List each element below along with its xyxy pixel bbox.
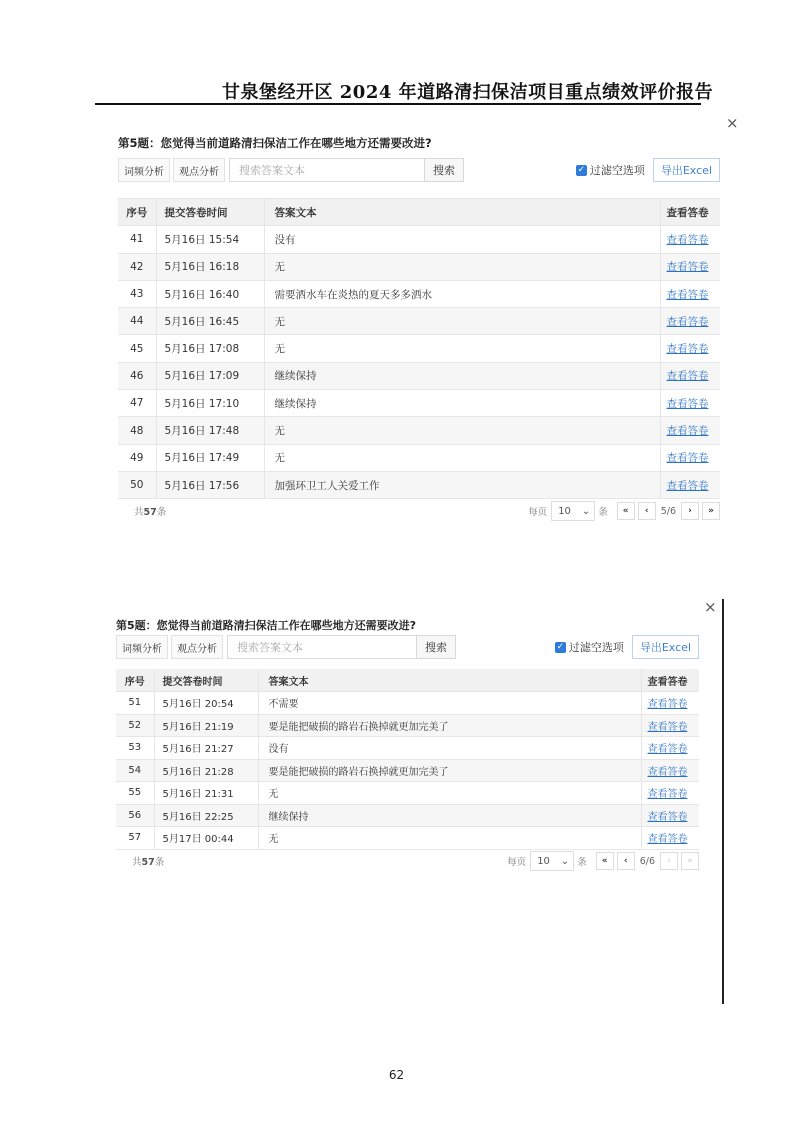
row-number: 53 xyxy=(116,737,154,760)
table-row xyxy=(116,782,699,805)
table-header xyxy=(118,199,720,226)
per-page-label: 每页 xyxy=(507,857,527,868)
answer-text: 无 xyxy=(264,417,660,444)
row-number: 57 xyxy=(116,827,154,850)
table-row xyxy=(118,308,720,335)
total-count: 共57条 xyxy=(134,507,167,518)
table-row xyxy=(116,827,699,850)
page-number: 62 xyxy=(388,1068,405,1082)
question-title: 第5题：您觉得当前道路清扫保洁工作在哪些地方还需要改进? xyxy=(116,619,417,632)
first-page-button[interactable]: « xyxy=(596,852,614,870)
row-number: 45 xyxy=(118,335,156,362)
table-row xyxy=(118,253,720,280)
pagination xyxy=(528,501,720,521)
submit-time: 5月16日 16:40 xyxy=(156,280,264,307)
filter-empty-label: 过滤空选项 xyxy=(568,641,624,654)
screenshot-edge-bar xyxy=(722,599,724,1004)
row-number: 46 xyxy=(118,362,156,389)
opinion-analysis-button[interactable]: 观点分析 xyxy=(171,635,223,659)
row-number: 47 xyxy=(118,390,156,417)
answer-text: 要是能把破损的路岩石换掉就更加完美了 xyxy=(258,759,641,782)
submit-time: 5月16日 22:25 xyxy=(154,804,258,827)
per-page-label: 每页 xyxy=(528,507,548,518)
table-footer xyxy=(118,500,720,522)
column-header: 提交答卷时间 xyxy=(154,669,258,692)
close-icon[interactable]: × xyxy=(726,114,739,132)
table-row xyxy=(116,714,699,737)
word-frequency-button[interactable]: 词频分析 xyxy=(118,158,170,182)
row-number: 41 xyxy=(118,226,156,253)
answer-text: 无 xyxy=(264,335,660,362)
table-row xyxy=(118,471,720,498)
row-number: 49 xyxy=(118,444,156,471)
submit-time: 5月16日 16:45 xyxy=(156,308,264,335)
submit-time: 5月16日 21:19 xyxy=(154,714,258,737)
search-button[interactable]: 搜索 xyxy=(417,635,456,659)
answer-text: 继续保持 xyxy=(258,804,641,827)
row-number: 52 xyxy=(116,714,154,737)
column-header: 序号 xyxy=(118,199,156,226)
answer-text: 继续保持 xyxy=(264,390,660,417)
view-answer-link[interactable]: 查看答卷 xyxy=(666,425,709,438)
view-answer-link[interactable]: 查看答卷 xyxy=(666,370,709,383)
answer-text: 无 xyxy=(264,444,660,471)
search-input[interactable]: 搜索答案文本 xyxy=(227,635,417,659)
submit-time: 5月16日 21:28 xyxy=(154,759,258,782)
view-answer-link[interactable]: 查看答卷 xyxy=(647,834,688,846)
answer-text: 无 xyxy=(258,782,641,805)
table-row xyxy=(116,804,699,827)
total-count: 共57条 xyxy=(132,857,165,868)
toolbar xyxy=(118,158,720,182)
row-number: 42 xyxy=(118,253,156,280)
submit-time: 5月16日 17:56 xyxy=(156,471,264,498)
chevron-down-icon: ⌄ xyxy=(581,505,591,517)
view-answer-link[interactable]: 查看答卷 xyxy=(647,766,688,778)
submit-time: 5月16日 21:27 xyxy=(154,737,258,760)
column-header: 提交答卷时间 xyxy=(156,199,264,226)
view-answer-link[interactable]: 查看答卷 xyxy=(666,452,709,465)
submit-time: 5月16日 15:54 xyxy=(156,226,264,253)
submit-time: 5月16日 21:31 xyxy=(154,782,258,805)
view-answer-link[interactable]: 查看答卷 xyxy=(647,699,688,711)
table-row xyxy=(118,335,720,362)
document-title: 甘泉堡经开区 2024 年道路清扫保洁项目重点绩效评价报告 xyxy=(222,82,714,103)
view-answer-link[interactable]: 查看答卷 xyxy=(647,789,688,801)
filter-empty-toggle[interactable] xyxy=(555,639,624,655)
close-icon[interactable]: × xyxy=(704,598,717,616)
next-page-button[interactable]: › xyxy=(681,502,699,520)
table-row xyxy=(118,444,720,471)
prev-page-button[interactable]: ‹ xyxy=(617,852,635,870)
filter-empty-toggle[interactable] xyxy=(576,162,645,178)
page-size-unit: 条 xyxy=(577,857,587,868)
pagination xyxy=(507,851,699,871)
submit-time: 5月16日 17:09 xyxy=(156,362,264,389)
page-size-unit: 条 xyxy=(598,507,608,518)
view-answer-link[interactable]: 查看答卷 xyxy=(666,233,709,246)
search-button[interactable]: 搜索 xyxy=(425,158,464,182)
answer-text: 继续保持 xyxy=(264,362,660,389)
search-input[interactable]: 搜索答案文本 xyxy=(229,158,425,182)
table-footer xyxy=(116,850,699,872)
answer-text: 需要洒水车在炎热的夏天多多洒水 xyxy=(264,280,660,307)
submit-time: 5月16日 16:18 xyxy=(156,253,264,280)
view-answer-link[interactable]: 查看答卷 xyxy=(666,288,709,301)
last-page-button[interactable]: » xyxy=(702,502,720,520)
title-rule xyxy=(95,103,701,105)
answer-text: 没有 xyxy=(264,226,660,253)
column-header: 序号 xyxy=(116,669,154,692)
first-page-button[interactable]: « xyxy=(617,502,635,520)
view-answer-link[interactable]: 查看答卷 xyxy=(666,397,709,410)
chevron-down-icon: ⌄ xyxy=(560,855,570,867)
view-answer-link[interactable]: 查看答卷 xyxy=(666,315,709,328)
table-row xyxy=(118,280,720,307)
question-title: 第5题：您觉得当前道路清扫保洁工作在哪些地方还需要改进? xyxy=(118,136,432,150)
submit-time: 5月16日 17:08 xyxy=(156,335,264,362)
answers-table xyxy=(116,669,699,850)
row-number: 56 xyxy=(116,804,154,827)
row-number: 43 xyxy=(118,280,156,307)
answer-text: 无 xyxy=(258,827,641,850)
row-number: 48 xyxy=(118,417,156,444)
submit-time: 5月16日 20:54 xyxy=(154,692,258,715)
row-number: 44 xyxy=(118,308,156,335)
last-page-button[interactable]: » xyxy=(681,852,699,870)
view-answer-link[interactable]: 查看答卷 xyxy=(647,721,688,733)
view-answer-link[interactable]: 查看答卷 xyxy=(666,343,709,356)
answers-table xyxy=(118,198,720,499)
page-indicator: 6/6 xyxy=(639,855,655,867)
page-size-select[interactable]: 10 ⌄ xyxy=(530,851,574,871)
survey-panel-1 xyxy=(118,112,738,532)
table-row xyxy=(116,759,699,782)
view-answer-link[interactable]: 查看答卷 xyxy=(647,744,688,756)
toolbar xyxy=(116,635,699,659)
row-number: 55 xyxy=(116,782,154,805)
column-header: 答案文本 xyxy=(258,669,641,692)
checkbox-checked-icon[interactable]: ✓ xyxy=(577,164,586,175)
opinion-analysis-button[interactable]: 观点分析 xyxy=(173,158,225,182)
table-header xyxy=(116,669,699,692)
page-size-select[interactable]: 10 ⌄ xyxy=(551,501,595,521)
answer-text: 要是能把破损的路岩石换掉就更加完美了 xyxy=(258,714,641,737)
prev-page-button[interactable]: ‹ xyxy=(638,502,656,520)
row-number: 50 xyxy=(118,471,156,498)
table-row xyxy=(116,692,699,715)
answer-text: 不需要 xyxy=(258,692,641,715)
survey-panel-2 xyxy=(116,597,726,887)
table-row xyxy=(116,737,699,760)
view-answer-link[interactable]: 查看答卷 xyxy=(647,811,688,823)
answer-text: 加强环卫工人关爱工作 xyxy=(264,471,660,498)
answer-text: 无 xyxy=(264,308,660,335)
row-number: 51 xyxy=(116,692,154,715)
view-answer-link[interactable]: 查看答卷 xyxy=(666,261,709,274)
column-header: 答案文本 xyxy=(264,199,660,226)
filter-empty-label: 过滤空选项 xyxy=(589,164,645,177)
submit-time: 5月16日 17:48 xyxy=(156,417,264,444)
word-frequency-button[interactable]: 词频分析 xyxy=(116,635,168,659)
table-row xyxy=(118,390,720,417)
table-row xyxy=(118,417,720,444)
table-row xyxy=(118,226,720,253)
column-header: 查看答卷 xyxy=(660,199,720,226)
column-header: 查看答卷 xyxy=(641,669,699,692)
table-row xyxy=(118,362,720,389)
submit-time: 5月16日 17:10 xyxy=(156,390,264,417)
submit-time: 5月16日 17:49 xyxy=(156,444,264,471)
checkbox-checked-icon[interactable]: ✓ xyxy=(556,641,565,652)
export-excel-button[interactable]: 导出Excel xyxy=(632,635,699,659)
page-indicator: 5/6 xyxy=(660,505,676,517)
next-page-button[interactable]: › xyxy=(660,852,678,870)
export-excel-button[interactable]: 导出Excel xyxy=(653,158,720,182)
submit-time: 5月17日 00:44 xyxy=(154,827,258,850)
answer-text: 没有 xyxy=(258,737,641,760)
row-number: 54 xyxy=(116,759,154,782)
answer-text: 无 xyxy=(264,253,660,280)
view-answer-link[interactable]: 查看答卷 xyxy=(666,479,709,492)
